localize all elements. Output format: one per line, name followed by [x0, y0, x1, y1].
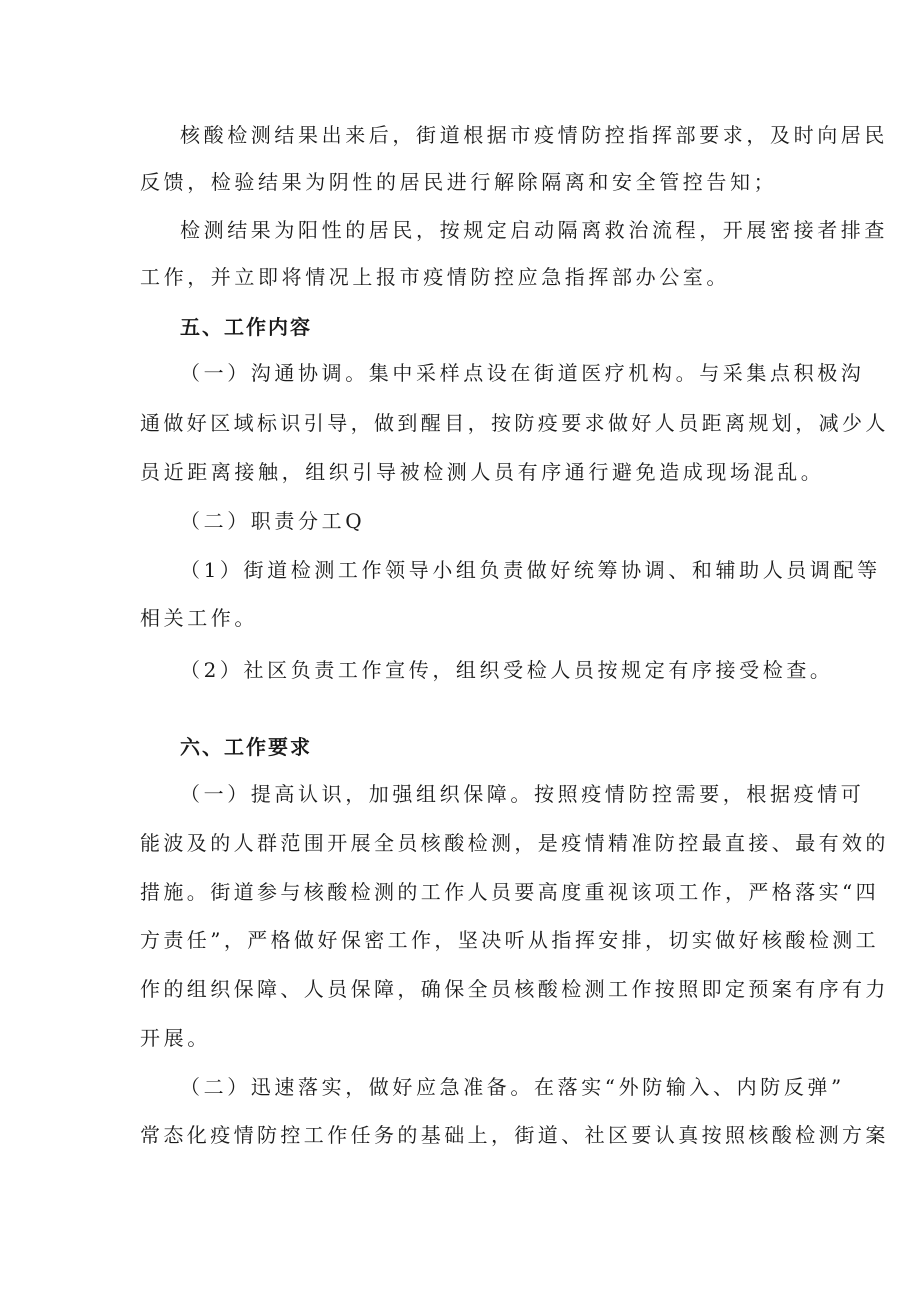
section-heading: 六、工作要求	[180, 735, 312, 759]
paragraph-line: 常态化疫情防控工作任务的基础上，街道、社区要认真按照核酸检测方案	[140, 1123, 889, 1147]
paragraph-line: 工作，并立即将情况上报市疫情防控应急指挥部办公室。	[140, 265, 730, 289]
paragraph-line: 通做好区域标识引导，做到醒目，按防疫要求做好人员距离规划，减少人	[140, 411, 889, 435]
paragraph-line: 检测结果为阳性的居民，按规定启动隔离救治流程，开展密接者排查	[180, 218, 888, 242]
paragraph-line: （一）沟通协调。集中采样点设在街道医疗机构。与采集点积极沟	[180, 361, 865, 385]
paragraph-line: 相关工作。	[140, 606, 258, 630]
paragraph-line: （一）提高认识，加强组织保障。按照疫情防控需要，根据疫情可	[180, 782, 865, 806]
paragraph-line: 开展。	[140, 1026, 211, 1050]
paragraph-line: 反馈，检验结果为阴性的居民进行解除隔离和安全管控告知；	[140, 170, 778, 194]
paragraph-line: 方责任”，严格做好保密工作，坚决听从指挥安排，切实做好核酸检测工	[140, 928, 880, 952]
paragraph-line: 能波及的人群范围开展全员核酸检测，是疫情精准防控最直接、最有效的	[140, 831, 889, 855]
section-heading: 五、工作内容	[180, 315, 312, 339]
paragraph-line: 措施。街道参与核酸检测的工作人员要高度重视该项工作，严格落实“四	[140, 880, 880, 904]
paragraph-line: （二）迅速落实，做好应急准备。在落实“外防输入、内防反弹”	[180, 1075, 845, 1099]
paragraph-line: （1）街道检测工作领导小组负责做好统筹协调、和辅助人员调配等	[180, 558, 881, 582]
paragraph-line: 员近距离接触，组织引导被检测人员有序通行避免造成现场混乱。	[140, 460, 825, 484]
paragraph-line: 核酸检测结果出来后，街道根据市疫情防控指挥部要求，及时向居民	[180, 123, 888, 147]
paragraph-line: 作的组织保障、人员保障，确保全员核酸检测工作按照即定预案有序有力	[140, 977, 889, 1001]
paragraph-line: （二）职责分工Q	[180, 509, 366, 533]
paragraph-line: （2）社区负责工作宣传，组织受检人员按规定有序接受检查。	[180, 658, 834, 682]
